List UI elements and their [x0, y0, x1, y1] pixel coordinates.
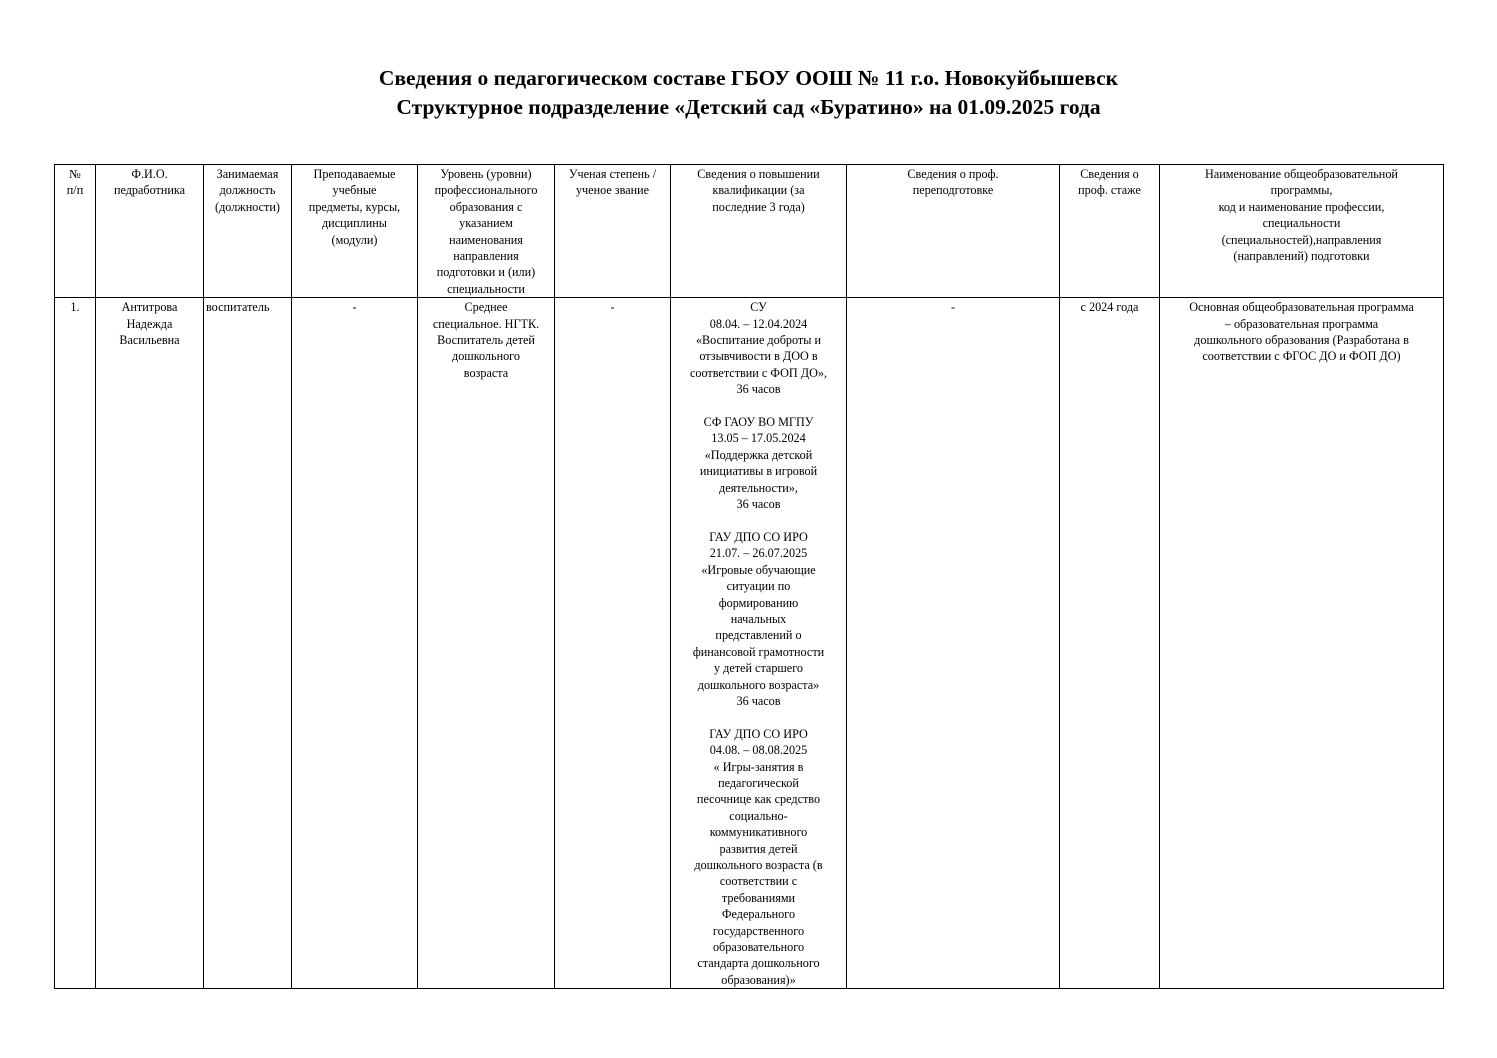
text-line: представлений о: [715, 628, 802, 643]
text-line: наименования: [449, 232, 523, 247]
header-col-subjects: [292, 165, 418, 298]
text-line: код и наименование профессии,: [1218, 199, 1385, 214]
text-line: отзывчивости в ДОО в: [699, 349, 818, 364]
text-line: Среднее: [464, 300, 508, 315]
cell-name: [96, 298, 204, 989]
cell-qualification: [671, 298, 847, 989]
header-col-position: [204, 165, 292, 298]
text-line: п/п: [66, 183, 84, 198]
cell-position: [204, 298, 292, 989]
text-line: стандарта дошкольного: [697, 956, 820, 971]
text-line: Надежда: [126, 316, 173, 331]
text-line: -: [950, 300, 956, 315]
title-line-2: Структурное подразделение «Детский сад «Буратино» на 01.09.2025 года: [396, 95, 1101, 119]
header-col-retraining: [847, 165, 1060, 298]
block-gap: [673, 709, 844, 725]
text-line: 04.08. – 08.08.2025: [709, 743, 808, 758]
text-line: дошкольного возраста (в: [694, 858, 823, 873]
text-line: ГАУ ДПО СО ИРО: [709, 726, 808, 741]
header-col-number: [55, 165, 96, 298]
text-line: -: [352, 300, 357, 315]
cell-program: [1160, 298, 1444, 989]
text-line: 36 часов: [736, 382, 781, 397]
text-line: «Воспитание доброты и: [695, 333, 822, 348]
text-line: ГАУ ДПО СО ИРО: [709, 529, 808, 544]
text-line: образовательного: [712, 940, 805, 955]
text-line: дошкольного: [452, 349, 520, 364]
table-row: [55, 298, 1444, 989]
text-line: соответствии с ФОП ДО»,: [689, 365, 828, 380]
text-line: подготовки и (или): [436, 265, 536, 280]
cell-experience: [1060, 298, 1160, 989]
text-line: предметы, курсы,: [308, 199, 401, 214]
text-line: соответствии с: [719, 874, 798, 889]
text-line: Занимаемая: [216, 167, 279, 181]
text-line: специальности: [1262, 216, 1341, 231]
text-line: Уровень (уровни): [440, 167, 532, 181]
text-line: « Игры-занятия в: [713, 759, 804, 774]
cell-degree: [555, 298, 671, 989]
title-line-1: Сведения о педагогическом составе ГБОУ ООШ № 11 г.о. Новокуйбышевск: [378, 66, 1119, 90]
cell-retraining: [847, 298, 1060, 989]
text-line: формированию: [718, 595, 799, 610]
text-line: направления: [453, 249, 519, 264]
text-line: педагогической: [718, 775, 799, 790]
text-line: Сведения о: [1080, 167, 1139, 181]
text-line: финансовой грамотности: [692, 644, 825, 659]
header-col-qualification: [671, 165, 847, 298]
text-line: «Поддержка детской: [704, 447, 813, 462]
text-line: Антитрова: [121, 300, 178, 315]
text-line: Васильевна: [119, 333, 180, 348]
text-line: песочнице как средство: [696, 792, 821, 807]
text-line: Преподаваемые: [313, 167, 396, 181]
text-line: 08.04. – 12.04.2024: [709, 316, 808, 331]
text-line: СУ: [750, 300, 767, 315]
text-line: «Игровые обучающие: [701, 562, 816, 577]
text-line: проф. стаже: [1078, 183, 1141, 198]
text-line: специальности: [447, 281, 525, 296]
text-line: у детей старшего: [713, 661, 804, 676]
header-col-name: [96, 165, 204, 298]
staff-table: [54, 164, 1444, 989]
text-line: Основная общеобразовательная программа: [1189, 300, 1414, 315]
text-line: ситуации по: [726, 579, 791, 594]
text-line: (модули): [331, 232, 378, 247]
text-line: начальных: [730, 611, 787, 626]
text-line: СФ ГАОУ ВО МГПУ: [703, 415, 814, 430]
text-line: деятельности»,: [719, 480, 798, 495]
text-line: Сведения о повышении: [697, 167, 820, 181]
text-line: Воспитатель детей: [437, 333, 535, 348]
document-title: [0, 64, 1497, 122]
text-line: инициативы в игровой: [699, 464, 818, 479]
text-line: дошкольного возраста»: [697, 677, 820, 692]
text-line: педработника: [113, 183, 186, 198]
text-line: 21.07. – 26.07.2025: [709, 546, 808, 561]
text-line: дошкольного образования (Разработана в: [1194, 333, 1409, 348]
text-line: (должности): [215, 199, 280, 214]
text-line: 13.05 – 17.05.2024: [711, 431, 806, 446]
text-line: дисциплины: [321, 216, 387, 231]
header-col-education: [418, 165, 555, 298]
text-line: ученое звание: [575, 183, 650, 198]
header-col-degree: [555, 165, 671, 298]
header-col-experience: [1060, 165, 1160, 298]
text-line: 36 часов: [736, 693, 781, 708]
text-line: (направлений) подготовки: [1233, 249, 1370, 264]
text-line: квалификации (за: [712, 183, 805, 198]
block-gap: [673, 398, 844, 414]
text-line: Сведения о проф.: [907, 167, 999, 181]
text-line: №: [69, 167, 81, 181]
text-line: Ф.И.О.: [131, 167, 168, 181]
text-line: – образовательная программа: [1224, 316, 1379, 331]
text-line: государственного: [712, 923, 805, 938]
text-line: должность: [219, 183, 276, 198]
cell-subjects: [292, 298, 418, 989]
text-line: профессионального: [434, 183, 538, 198]
text-line: 1.: [70, 300, 80, 315]
text-line: последние 3 года): [712, 199, 805, 214]
text-line: программы,: [1270, 183, 1333, 198]
text-line: Федерального: [721, 907, 796, 922]
text-line: с 2024 года: [1080, 300, 1139, 315]
cell-number: [55, 298, 96, 989]
text-line: коммуникативного: [709, 825, 808, 840]
text-line: (специальностей),направления: [1221, 232, 1382, 247]
text-line: возраста: [463, 365, 509, 380]
text-line: социально-: [729, 808, 788, 823]
text-line: требованиями: [721, 890, 796, 905]
text-line: специальное. НГТК.: [432, 316, 540, 331]
text-line: учебные: [332, 183, 377, 198]
text-line: указанием: [459, 216, 513, 231]
text-line: переподготовке: [912, 183, 994, 198]
text-line: воспитатель: [206, 300, 270, 315]
header-col-program: [1160, 165, 1444, 298]
text-line: Ученая степень /: [568, 167, 657, 181]
text-line: Наименование общеобразовательной: [1205, 167, 1398, 181]
text-line: развития детей: [719, 841, 798, 856]
text-line: соответствии с ФГОС ДО и ФОП ДО): [1202, 349, 1401, 364]
cell-education: [418, 298, 555, 989]
block-gap: [673, 513, 844, 529]
text-line: 36 часов: [736, 497, 781, 512]
text-line: образования)»: [721, 972, 796, 987]
text-line: образования с: [449, 199, 523, 214]
text-line: -: [610, 300, 615, 315]
table-header-row: [55, 165, 1444, 298]
